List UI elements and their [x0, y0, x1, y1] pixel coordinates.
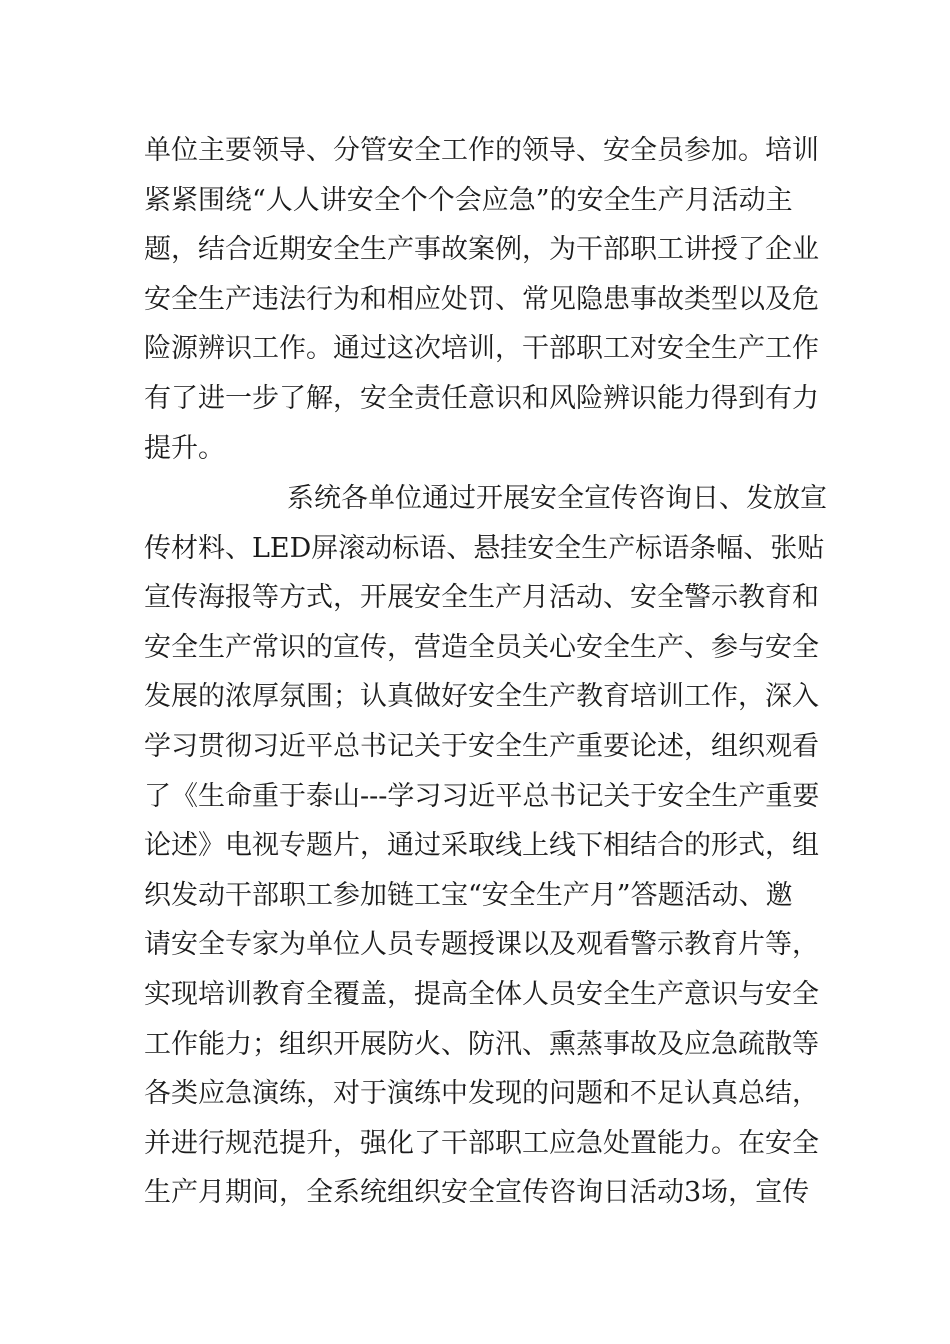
text-line: 实现培训教育全覆盖，提高全体人员安全生产意识与安全 [144, 978, 819, 1010]
text-line: 安全生产常识的宣传，营造全员关心安全生产、参与安全 [144, 631, 819, 663]
text-line: 了《生命重于泰山---学习习近平总书记关于安全生产重要 [144, 780, 820, 812]
text-line: 紧紧围绕“人人讲安全个个会应急”的安全生产月活动主 [144, 184, 793, 216]
text-line: 单位主要领导、分管安全工作的领导、安全员参加。培训 [144, 135, 819, 166]
paragraph-2 [144, 474, 827, 1218]
text-line: 织发动干部职工参加链工宝“安全生产月”答题活动、邀 [144, 879, 793, 911]
text-line: 并进行规范提升，强化了干部职工应急处置能力。在安全 [144, 1127, 819, 1159]
text-line: 请安全专家为单位人员专题授课以及观看警示教育片等， [144, 929, 819, 961]
text-line: 工作能力；组织开展防火、防汛、熏蒸事故及应急疏散等 [144, 1028, 819, 1060]
text-line: 论述》电视专题片，通过采取线上线下相结合的形式，组 [144, 830, 819, 862]
text-line: 发展的浓厚氛围；认真做好安全生产教育培训工作，深入 [144, 681, 819, 713]
text-line: 学习贯彻习近平总书记关于安全生产重要论述，组织观看 [144, 730, 819, 762]
paragraph-1 [144, 126, 824, 473]
text-line-indented: 系统各单位通过开展安全宣传咨询日、发放宣 [287, 483, 827, 514]
text-line: 宣传海报等方式，开展安全生产月活动、安全警示教育和 [144, 582, 819, 614]
text-line: 传材料、LED屏滚动标语、悬挂安全生产标语条幅、张贴 [144, 532, 825, 564]
text-line: 生产月期间，全系统组织安全宣传咨询日活动3场，宣传 [144, 1177, 810, 1209]
text-line: 提升。 [144, 432, 225, 464]
text-line: 题，结合近期安全生产事故案例，为干部职工讲授了企业 [144, 234, 819, 266]
text-line: 有了进一步了解，安全责任意识和风险辨识能力得到有力 [144, 382, 819, 414]
text-line: 险源辨识工作。通过这次培训，干部职工对安全生产工作 [144, 333, 819, 365]
text-line: 安全生产违法行为和相应处罚、常见隐患事故类型以及危 [144, 283, 819, 315]
text-line: 各类应急演练，对于演练中发现的问题和不足认真总结， [144, 1078, 819, 1110]
